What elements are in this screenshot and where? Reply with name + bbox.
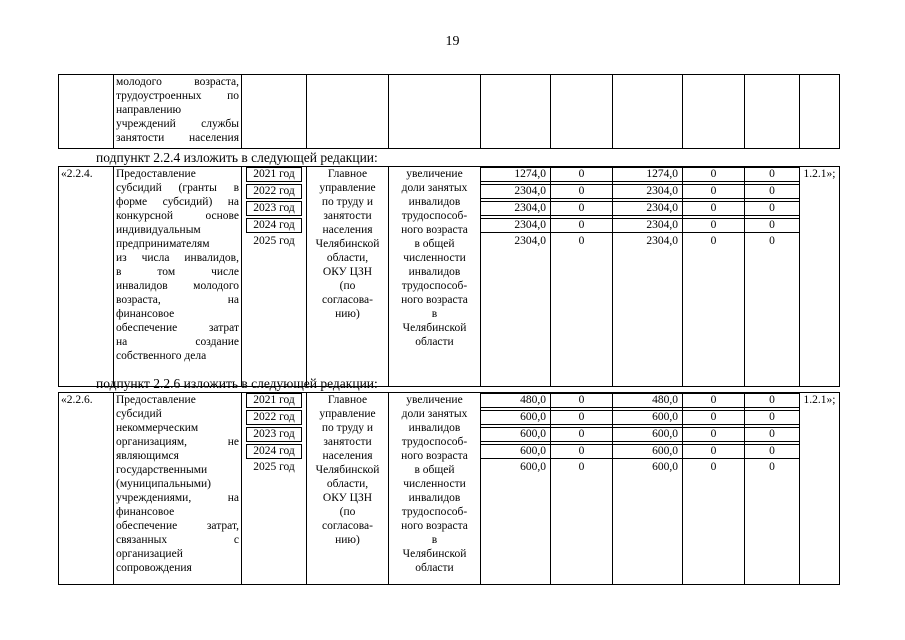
col-b-value: 0 [578,461,585,473]
empty-cell [389,75,481,149]
col-b-value: 0 [551,218,612,233]
table-row-2-2-6 [58,392,840,585]
col-e-value: 0 [745,410,799,425]
description-line: направлению [116,104,182,116]
executor-line: занятости [323,436,372,448]
col-d-value: 0 [683,444,744,459]
col-d-value: 0 [683,218,744,233]
col-d-value: 0 [683,410,744,425]
total-value: 2304,0 [514,235,546,247]
link-cell: 1.2.1»; [800,393,840,585]
description-cell [114,75,242,149]
indicator-line: трудоспособ- [401,506,468,518]
col-e-cell [745,393,800,585]
indicator-line: области [415,562,454,574]
description-line: конкурсной основе [116,210,239,222]
total-cell [481,393,551,585]
link-cell: 1.2.1»; [800,167,840,387]
description-line: в том числе [116,266,239,278]
description-line: являющимся [116,450,179,462]
description-line: молодого возраста, [116,76,239,88]
indicator-line: численности [403,478,466,490]
total-value: 2304,0 [481,184,550,199]
indicator-line: в [431,534,438,546]
col-c-cell [613,393,683,585]
section-heading: подпункт 2.2.4 изложить в следующей редакции: [96,150,378,165]
total-value: 600,0 [481,427,550,442]
executor-line: по труду и [321,422,374,434]
col-d-value: 0 [710,235,717,247]
col-c-value: 600,0 [613,427,682,442]
executor-line: области, [326,478,369,490]
total-value: 2304,0 [481,201,550,216]
code-cell-empty [59,75,114,149]
description-line: организацией [116,548,183,560]
total-value: 600,0 [481,410,550,425]
col-d-value: 0 [683,393,744,408]
col-e-value: 0 [745,184,799,199]
year-label: 2021 год [246,393,302,408]
executor-line: области, [326,252,369,264]
year-label: 2022 год [246,410,302,425]
description-line: субсидий (гранты в [116,182,239,194]
page-number: 19 [445,34,460,49]
executor-line: (по [339,506,356,518]
indicator-line: инвалидов [408,266,461,278]
executor-line: (по [339,280,356,292]
year-label: 2024 год [246,444,302,459]
executor-line: нию) [335,308,360,320]
col-e-cell [745,167,800,387]
indicator-line: численности [403,252,466,264]
description-line: возраста, на [116,294,239,306]
description-line: сопровождения [116,562,192,574]
empty-cell [800,75,840,149]
section-heading: подпункт 2.2.6 изложить в следующей редакции: [96,376,378,391]
description-line: собственного дела [116,350,207,362]
executor-line: по труду и [321,196,374,208]
total-value: 600,0 [481,444,550,459]
col-c-value: 2304,0 [613,184,682,199]
indicator-cell [389,393,481,585]
indicator-line: ного возраста [401,294,468,306]
year-label: 2021 год [246,167,302,182]
col-d-value: 0 [683,167,744,182]
description-line: государственными [116,464,208,476]
executor-line: населения [322,450,373,462]
indicator-line: инвалидов [408,196,461,208]
col-d-value: 0 [683,184,744,199]
col-e-value: 0 [769,461,775,473]
col-b-value: 0 [578,235,585,247]
col-e-value: 0 [745,444,799,459]
description-line: финансовое [116,308,175,320]
col-b-value: 0 [551,427,612,442]
year-label: 2023 год [246,201,302,216]
executor-line: Главное [327,168,368,180]
indicator-line: инвалидов [408,422,461,434]
description-line: инвалидов молодого [116,280,239,292]
indicator-line: увеличение [406,168,463,180]
col-c-cell [613,167,683,387]
description-cell [114,393,242,585]
table-row-2-2-4 [58,166,840,387]
col-b-value: 0 [551,410,612,425]
col-c-value: 480,0 [613,393,682,408]
empty-cell [481,75,551,149]
description-cell [114,167,242,387]
col-e-value: 0 [745,393,799,408]
empty-cell [307,75,389,149]
years-cell [242,393,307,585]
indicator-line: Челябинской [402,548,467,560]
indicator-line: инвалидов [408,492,461,504]
description-line: организациям, не [116,436,239,448]
description-line: финансовое [116,506,175,518]
description-line: (муниципальными) [116,478,211,490]
description-line: связанных с [116,534,239,546]
col-e-value: 0 [745,427,799,442]
year-label: 2022 год [246,184,302,199]
indicator-line: в общей [414,238,455,250]
col-d-cell [683,393,745,585]
description-line: обеспечение затрат, [116,520,239,532]
col-b-value: 0 [551,167,612,182]
total-value: 480,0 [481,393,550,408]
col-e-value: 0 [769,235,775,247]
col-b-cell [551,167,613,387]
executor-line: ОКУ ЦЗН [322,492,373,504]
description-line: учреждений службы [116,118,239,130]
col-c-value: 600,0 [613,410,682,425]
executor-line: ОКУ ЦЗН [322,266,373,278]
description-line: занятости населения [116,132,239,144]
col-e-value: 0 [745,218,799,233]
empty-cell [551,75,613,149]
year-label: 2023 год [246,427,302,442]
col-c-value: 2304,0 [646,235,678,247]
description-line: индивидуальным [116,224,201,236]
description-line: на создание [116,336,239,348]
item-code: «2.2.6. [59,393,114,585]
empty-cell [683,75,745,149]
executor-line: Челябинской [315,238,380,250]
description-line: предпринимателям [116,238,210,250]
col-d-value: 0 [683,427,744,442]
total-cell [481,167,551,387]
col-b-value: 0 [551,184,612,199]
executor-line: населения [322,224,373,236]
indicator-line: области [415,336,454,348]
year-label: 2025 год [253,235,295,247]
col-b-value: 0 [551,201,612,216]
executor-line: управление [319,182,376,194]
indicator-line: ного возраста [401,224,468,236]
col-c-value: 1274,0 [613,167,682,182]
description-line: обеспечение затрат [116,322,239,334]
description-line: субсидий [116,408,162,420]
executor-cell [307,393,389,585]
col-d-cell [683,167,745,387]
col-c-value: 600,0 [613,444,682,459]
executor-line: управление [319,408,376,420]
executor-line: согласова- [322,520,373,532]
description-line: из числа инвалидов, [116,252,239,264]
item-code: «2.2.4. [59,167,114,387]
description-line: трудоустроенных по [116,90,239,102]
total-value: 1274,0 [481,167,550,182]
col-c-value: 2304,0 [613,201,682,216]
executor-cell [307,167,389,387]
executor-line: нию) [335,534,360,546]
executor-line: согласова- [322,294,373,306]
indicator-line: ного возраста [401,520,468,532]
empty-cell [745,75,800,149]
description-line: некоммерческим [116,422,199,434]
indicator-line: в [431,308,438,320]
year-label: 2025 год [253,461,295,473]
indicator-line: в общей [414,464,455,476]
indicator-line: трудоспособ- [401,436,468,448]
empty-cell [242,75,307,149]
description-line: Предоставление [116,168,196,180]
years-cell [242,167,307,387]
indicator-line: ного возраста [401,450,468,462]
indicator-cell [389,167,481,387]
col-b-value: 0 [551,393,612,408]
col-e-value: 0 [745,167,799,182]
empty-cell [613,75,683,149]
col-b-cell [551,393,613,585]
indicator-line: трудоспособ- [401,280,468,292]
col-e-value: 0 [745,201,799,216]
table-fragment-top [58,74,840,149]
col-c-value: 600,0 [652,461,678,473]
col-d-value: 0 [710,461,717,473]
description-line: форме субсидий) на [116,196,239,208]
col-c-value: 2304,0 [613,218,682,233]
year-label: 2024 год [246,218,302,233]
col-b-value: 0 [551,444,612,459]
executor-line: занятости [323,210,372,222]
indicator-line: доли занятых [401,182,468,194]
total-value: 2304,0 [481,218,550,233]
description-line: Предоставление [116,394,196,406]
indicator-line: Челябинской [402,322,467,334]
indicator-line: трудоспособ- [401,210,468,222]
description-line: учреждениями, на [116,492,239,504]
executor-line: Челябинской [315,464,380,476]
col-d-value: 0 [683,201,744,216]
total-value: 600,0 [520,461,546,473]
executor-line: Главное [327,394,368,406]
indicator-line: доли занятых [401,408,468,420]
indicator-line: увеличение [406,394,463,406]
